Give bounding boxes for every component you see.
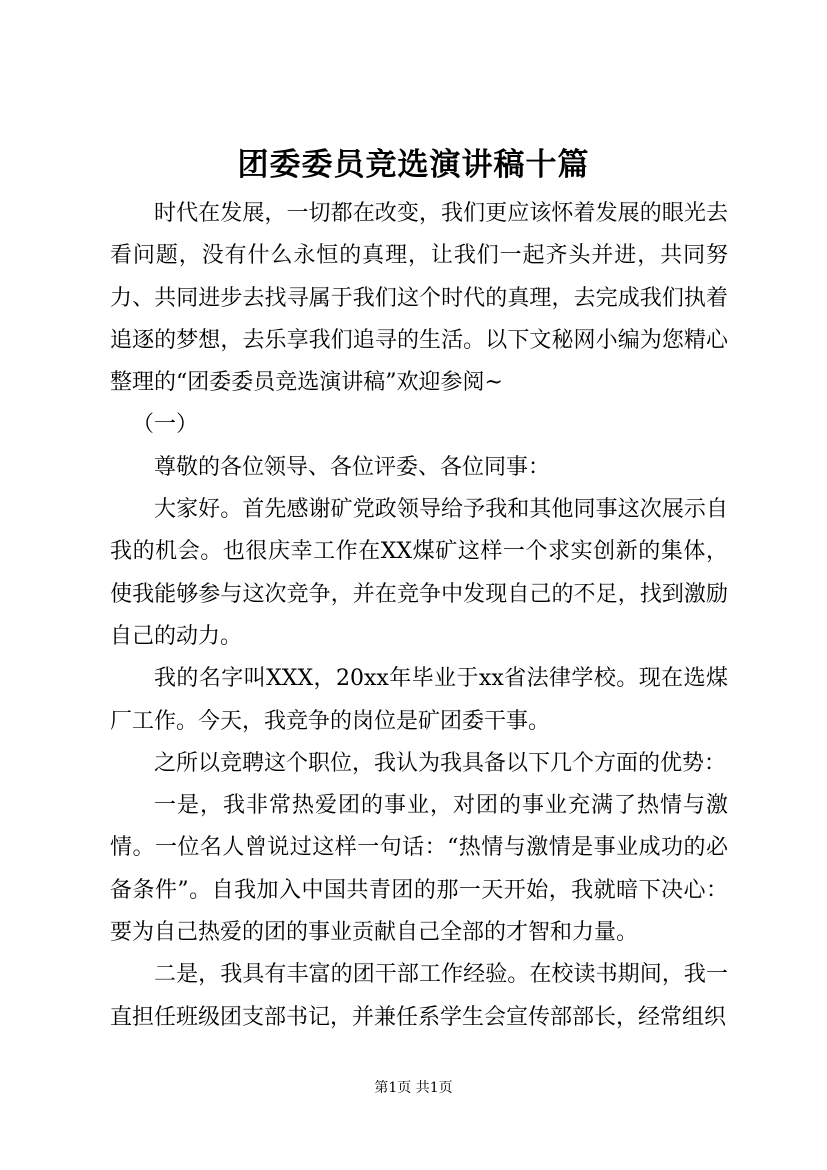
section-heading: （一） [132,412,199,438]
salutation-paragraph: 尊敬的各位领导、各位评委、各位同事： [154,454,551,480]
greeting-paragraph: 大家好。首先感谢矿党政领导给予我和其他同事这次展示自我的机会。也很庆幸工作在XX煤矿这样一个求实创新的集体，使我能够参与这次竞争，并在竞争中发现自己的不足，找到激励自己的动力。 [110,497,728,649]
advantage-two-paragraph: 二是，我具有丰富的团干部工作经验。在校读书期间，我一直担任班级团支部书记，并兼任系学生会宣传部部长，经常组织 [110,962,728,1030]
document-title: 团委委员竞选演讲稿十篇 [237,147,590,183]
document-body [110,193,728,1039]
intro-paragraph: 时代在发展，一切都在改变，我们更应该怀着发展的眼光去看问题，没有什么永恒的真理，让我们一起齐头并进，共同努力、共同进步去找寻属于我们这个时代的真理，去完成我们执着追逐的梦想，去乐享我们追寻的生活。以下文秘网小编为您精心整理的“团委委员竞选演讲稿”欢迎参阅~ [110,201,728,396]
page-number-footer: 第1页 共1页 [374,1080,453,1096]
self-intro-paragraph: 我的名字叫XXX，20xx年毕业于xx省法律学校。现在选煤厂工作。今天，我竞争的岗位是矿团委干事。 [110,666,728,734]
advantages-intro-paragraph: 之所以竞聘这个职位，我认为我具备以下几个方面的优势： [154,750,727,776]
advantage-one-paragraph: 一是，我非常热爱团的事业，对团的事业充满了热情与激情。一位名人曾说过这样一句话：“热情与激情是事业成功的必备条件”。自我加入中国共青团的那一天开始，我就暗下决心：要为自己热爱的团的事业贡献自己全部的才智和力量。 [110,793,728,946]
